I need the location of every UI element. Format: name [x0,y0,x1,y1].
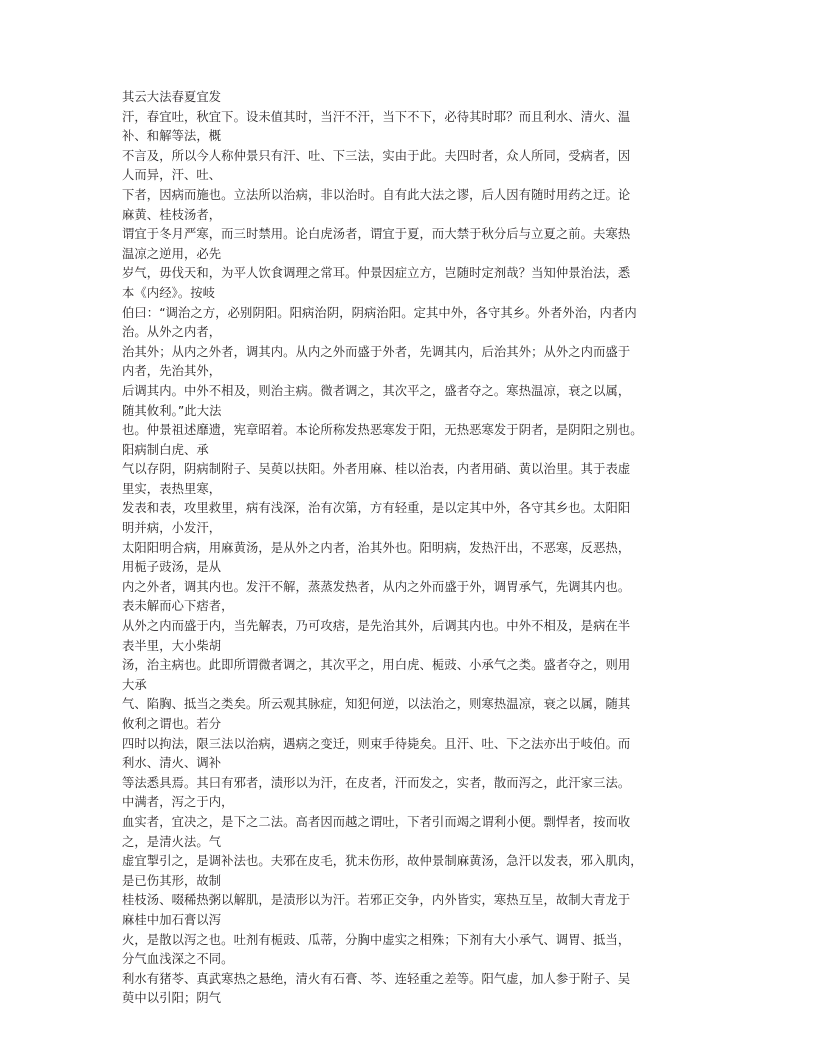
text-line: 也。仲景祖述靡遗，宪章昭着。本论所称发热恶寒发于阳，无热恶寒发于阴者，是阴阳之别也。 [122,423,643,438]
text-line: 不言及，所以今人称仲景只有汗、吐、下三法，实由于此。夫四时者，众人所同，受病者，因 [122,148,631,163]
text-line: 汤，治主病也。此即所谓微者调之，其次平之，用白虎、栀豉、小承气之类。盛者夺之，则用 [122,658,631,673]
text-line: 是已伤其形，故制 [122,873,222,888]
text-line: 内者，先治其外， [122,364,222,379]
text-line: 用栀子豉汤，是从 [122,560,222,575]
text-line: 下者，因病而施也。立法所以治病，非以治时。自有此大法之谬，后人因有随时用药之迂。论 [122,187,631,202]
text-line: 之，是清火法。气 [122,834,222,849]
text-line: 表未解而心下痞者， [122,599,234,614]
text-line: 四时以拘法，限三法以治病，遇病之变迁，则束手待毙矣。且汗、吐、下之法亦出于岐伯。而 [122,736,631,751]
text-line: 气以存阴，阴病制附子、吴萸以扶阳。外者用麻、桂以治表，内者用硝、黄以治里。其于表虚 [122,462,631,477]
text-line: 大承 [122,677,147,692]
text-line: 萸中以引阳；阴气 [122,991,222,1006]
text-line: 岁气，毋伐天和，为平人饮食调理之常耳。仲景因症立方，岂随时定剂哉？当知仲景治法，悉 [122,266,631,281]
text-line: 后调其内。中外不相及，则治主病。微者调之，其次平之，盛者夺之。寒热温凉，衰之以属， [122,383,631,398]
text-line: 攸利之谓也。若分 [122,717,222,731]
text-line: 里实，表热里寒， [122,481,222,496]
text-line: 随其攸利。”此大法 [122,403,222,418]
text-line: 利水、清火、调补 [122,756,222,771]
text-line: 明并病，小发汗， [122,521,222,536]
text-line: 火，是散以泻之也。吐剂有栀豉、瓜蒂，分胸中虚实之相殊；下剂有大小承气、调胃、抵当， [122,932,631,947]
document-text-body [122,88,700,1009]
text-line: 内之外者，调其内也。发汗不解，蒸蒸发热者，从内之外而盛于外，调胃承气，先调其内也。 [122,579,631,594]
text-line: 从外之内而盛于内，当先解表，乃可攻痞，是先治其外，后调其内也。中外不相及，是病在半 [122,619,631,634]
text-line: 温凉之逆用，必先 [122,246,222,261]
text-line: 血实者，宜决之，是下之二法。高者因而越之谓吐，下者引而竭之谓利小便。剽悍者，按而收 [122,814,631,829]
text-line: 汗，春宜吐，秋宜下。设未值其时，当汗不汗，当下不下，必待其时耶？而且利水、清火、温 [122,109,631,124]
text-line: 利水有猪苓、真武寒热之悬绝，清火有石膏、芩、连轻重之差等。阳气虚，加人参于附子、吴 [122,971,631,986]
text-line: 气、陷胸、抵当之类矣。所云观其脉症，知犯何逆，以法治之，则寒热温凉，衰之以属，随其 [122,697,631,712]
text-line: 人而异，汗、吐、 [122,168,222,183]
text-line: 桂枝汤、啜稀热粥以解肌，是渍形以为汗。若邪正交争，内外皆实，寒热互呈，故制大青龙于 [122,893,631,908]
text-line: 治其外；从内之外者，调其内。从内之外而盛于外者，先调其内，后治其外；从外之内而盛于 [122,344,631,359]
text-line: 麻黄、桂枝汤者， [122,207,222,222]
text-line: 本《内经》。按岐 [122,285,216,300]
text-line: 表半里，大小柴胡 [122,638,222,653]
text-line: 谓宜于冬月严寒，而三时禁用。论白虎汤者，谓宜于夏，而大禁于秋分后与立夏之前。夫寒热 [122,227,631,242]
text-line: 治。从外之内者， [122,325,222,340]
text-line: 其云大法春夏宜发 [122,90,222,104]
text-line: 等法悉具焉。其曰有邪者，渍形以为汗，在皮者，汗而发之，实者，散而泻之，此汗家三法。 [122,775,631,790]
text-line: 阳病制白虎、承 [122,442,209,457]
text-line: 麻桂中加石膏以泻 [122,912,222,927]
text-line: 太阳阳明合病，用麻黄汤，是从外之内者，治其外也。阳明病，发热汗出，不恶寒，反恶热， [122,540,631,555]
text-line: 发表和表，攻里救里，病有浅深，治有次第，方有轻重，是以定其中外，各守其乡也。太阳阳 [122,501,631,516]
text-line: 伯曰：“调治之方，必别阴阳。阳病治阴，阴病治阳。定其中外，各守其乡。外者外治，内者内 [122,305,637,320]
text-line: 补、和解等法，概 [122,129,222,144]
text-line: 虚宜掣引之，是调补法也。夫邪在皮毛，犹未伤形，故仲景制麻黄汤，急汗以发表，邪入肌肉， [122,854,643,869]
text-line: 中满者，泻之于内， [122,795,234,810]
text-line: 分气血浅深之不同。 [122,952,234,967]
